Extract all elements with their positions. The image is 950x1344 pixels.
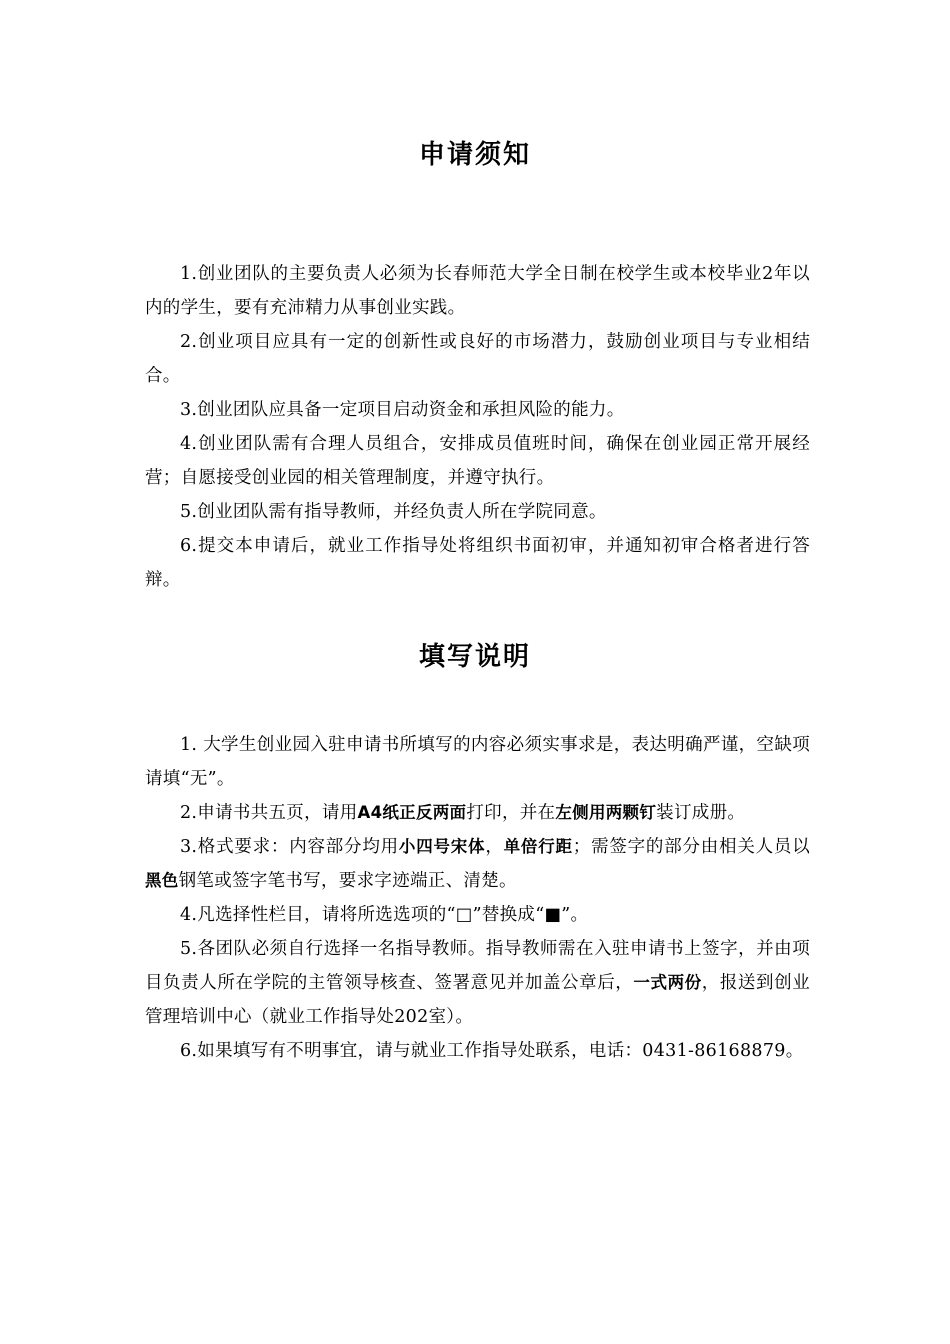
- notice-item-6: 6.提交本申请后，就业工作指导处将组织书面初审，并通知初审合格者进行答辩。: [145, 536, 810, 590]
- notice-item-2: 2.创业项目应具有一定的创新性或良好的市场潜力，鼓励创业项目与专业相结合。: [145, 332, 810, 386]
- notice-title: 申请须知: [418, 140, 531, 170]
- instruction-item-5-text-c: ，报送到创业管理培训中心（就业工作指导处202室）。: [145, 973, 810, 1027]
- instruction-item-2-text-c: 打印，并在: [466, 803, 556, 823]
- instruction-item-3-bold-color: 黑色: [145, 871, 179, 890]
- instruction-item-2-text-e: 装订成册。: [656, 803, 746, 823]
- instruction-item-5-text-a: 5.各团队必须自行选择一名指导教师。指导教师需在入驻申请书上签字，并由项目负责人所在学院的主管领导核查、签署意见并加盖公章后，: [145, 939, 810, 993]
- instruction-item-2: [145, 796, 810, 830]
- instruction-item-2-text-a: 2.申请书共五页，请用: [180, 803, 358, 823]
- instruction-item-3-text-c: ，: [485, 837, 504, 857]
- instruction-item-2-bold-binding: 左侧用两颗钉: [555, 803, 657, 822]
- instruction-item-3-bold-font: 小四号宋体: [398, 837, 486, 856]
- instruction-item-3-text-a: 3.格式要求：内容部分均用: [180, 837, 399, 857]
- instruction-item-5: [145, 932, 810, 1034]
- notice-item-1: 1.创业团队的主要负责人必须为长春师范大学全日制在校学生或本校毕业2年以内的学生，要有充沛精力从事创业实践。: [145, 264, 810, 318]
- notice-item-4: 4.创业团队需有合理人员组合，安排成员值班时间，确保在创业园正常开展经营；自愿接受创业园的相关管理制度，并遵守执行。: [145, 434, 810, 488]
- notice-item-3: 3.创业团队应具备一定项目启动资金和承担风险的能力。: [180, 400, 625, 420]
- instruction-item-1: 1. 大学生创业园入驻申请书所填写的内容必须实事求是，表达明确严谨，空缺项请填“无”。: [145, 735, 810, 789]
- instruction-item-2-bold-paper: A4纸正反两面: [357, 803, 467, 822]
- instruction-item-6: 6.如果填写有不明事宜，请与就业工作指导处联系，电话：0431-86168879。: [180, 1041, 804, 1061]
- instruction-item-5-bold-copies: 一式两份: [633, 973, 702, 992]
- instructions-title: 填写说明: [418, 642, 531, 672]
- instruction-item-3-text-e: ；需签字的部分由相关人员以: [572, 837, 810, 857]
- instruction-item-3-bold-spacing: 单倍行距: [503, 837, 573, 856]
- instructions-section: [145, 728, 810, 1068]
- notice-section: [145, 257, 810, 597]
- notice-item-5: 5.创业团队需有指导教师，并经负责人所在学院同意。: [180, 502, 607, 522]
- instruction-item-3: [145, 830, 810, 898]
- instruction-item-3-text-g: 钢笔或签字笔书写，要求字迹端正、清楚。: [178, 871, 517, 891]
- instruction-item-4: 4.凡选择性栏目，请将所选选项的“□”替换成“■”。: [180, 905, 589, 925]
